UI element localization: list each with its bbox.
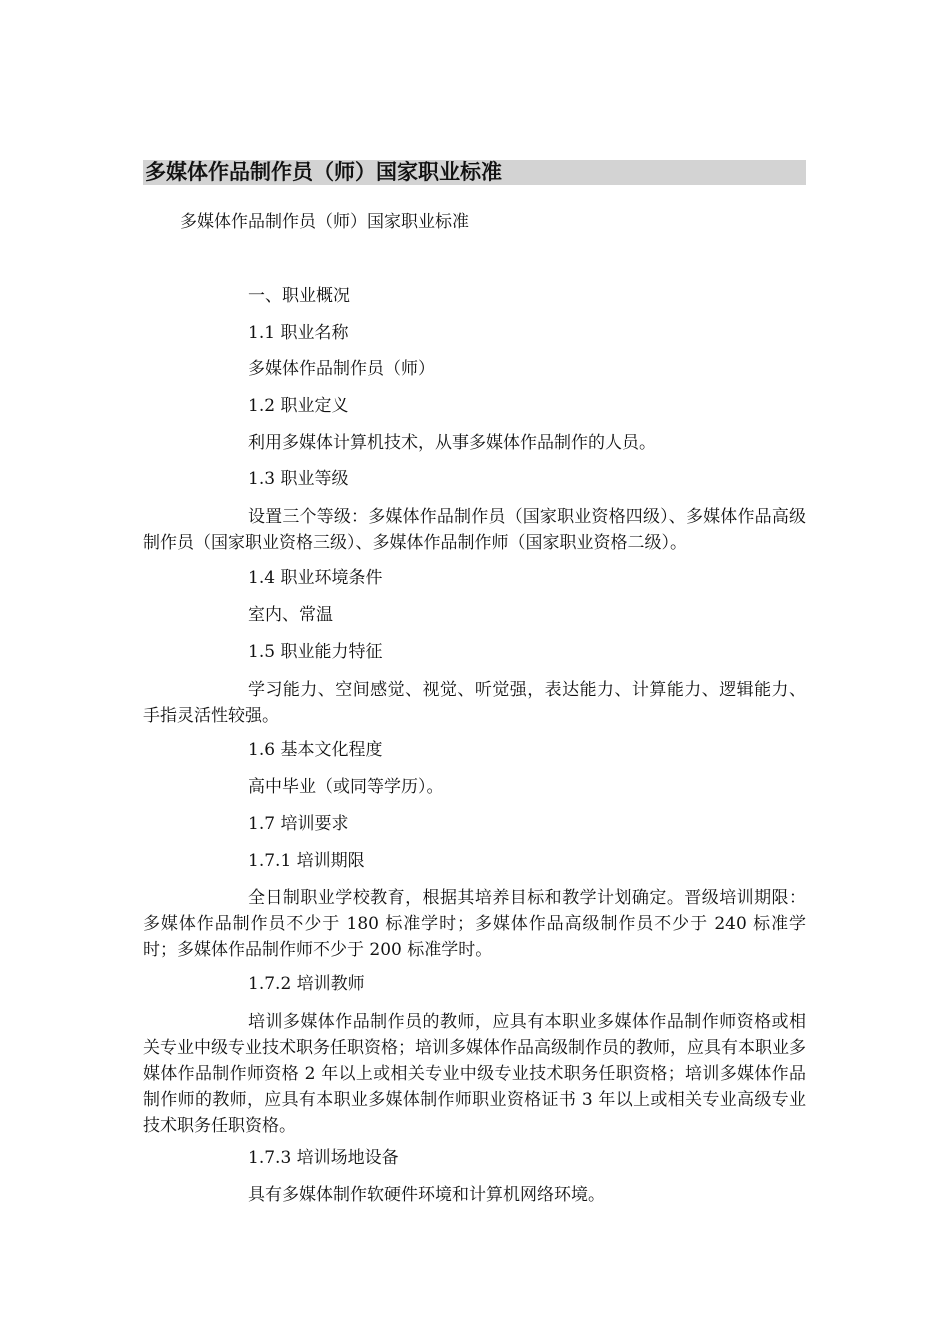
heading-training-period: 1.7.1 培训期限 xyxy=(248,851,365,871)
text-training-period: 全日制职业学校教育，根据其培养目标和教学计划确定。晋级培训期限：多媒体作品制作员不少于 180 标准学时；多媒体作品高级制作员不少于 240 标准学时；多媒体作品制作师不少于 200 标准学时。 xyxy=(143,888,806,960)
text-training-facilities: 具有多媒体制作软硬件环境和计算机网络环境。 xyxy=(248,1185,605,1205)
text-occupation-name: 多媒体作品制作员（师） xyxy=(248,359,435,379)
heading-work-environment: 1.4 职业环境条件 xyxy=(248,568,383,588)
heading-training-teachers: 1.7.2 培训教师 xyxy=(248,974,365,994)
document-title: 多媒体作品制作员（师）国家职业标准 xyxy=(145,160,502,184)
section-heading-overview: 一、职业概况 xyxy=(248,286,350,306)
text-work-environment: 室内、常温 xyxy=(248,605,333,625)
text-ability-characteristics: 学习能力、空间感觉、视觉、听觉强，表达能力、计算能力、逻辑能力、手指灵活性较强。 xyxy=(143,680,806,726)
heading-ability-characteristics: 1.5 职业能力特征 xyxy=(248,642,383,662)
heading-training-requirements: 1.7 培训要求 xyxy=(248,814,349,834)
text-education-level: 高中毕业（或同等学历）。 xyxy=(248,777,444,797)
text-occupation-levels: 设置三个等级：多媒体作品制作员（国家职业资格四级）、多媒体作品高级制作员（国家职业资格三级）、多媒体作品制作师（国家职业资格二级）。 xyxy=(143,507,806,553)
heading-training-facilities: 1.7.3 培训场地设备 xyxy=(248,1148,399,1168)
heading-occupation-name: 1.1 职业名称 xyxy=(248,323,349,343)
heading-occupation-levels: 1.3 职业等级 xyxy=(248,469,349,489)
document-subtitle: 多媒体作品制作员（师）国家职业标准 xyxy=(180,212,469,232)
heading-education-level: 1.6 基本文化程度 xyxy=(248,740,383,760)
heading-occupation-definition: 1.2 职业定义 xyxy=(248,396,349,416)
text-training-teachers: 培训多媒体作品制作员的教师，应具有本职业多媒体作品制作师资格或相关专业中级专业技术职务任职资格；培训多媒体作品高级制作员的教师，应具有本职业多媒体作品制作师资格 2 年以上或相关专业中级专业技术职务任职资格；培训多媒体作品制作师的教师，应具有本职业多媒体制作师职业资格证书 3 年以上或相关专业高级专业技术职务任职资格。 xyxy=(143,1012,806,1136)
text-occupation-definition: 利用多媒体计算机技术，从事多媒体作品制作的人员。 xyxy=(248,433,656,453)
